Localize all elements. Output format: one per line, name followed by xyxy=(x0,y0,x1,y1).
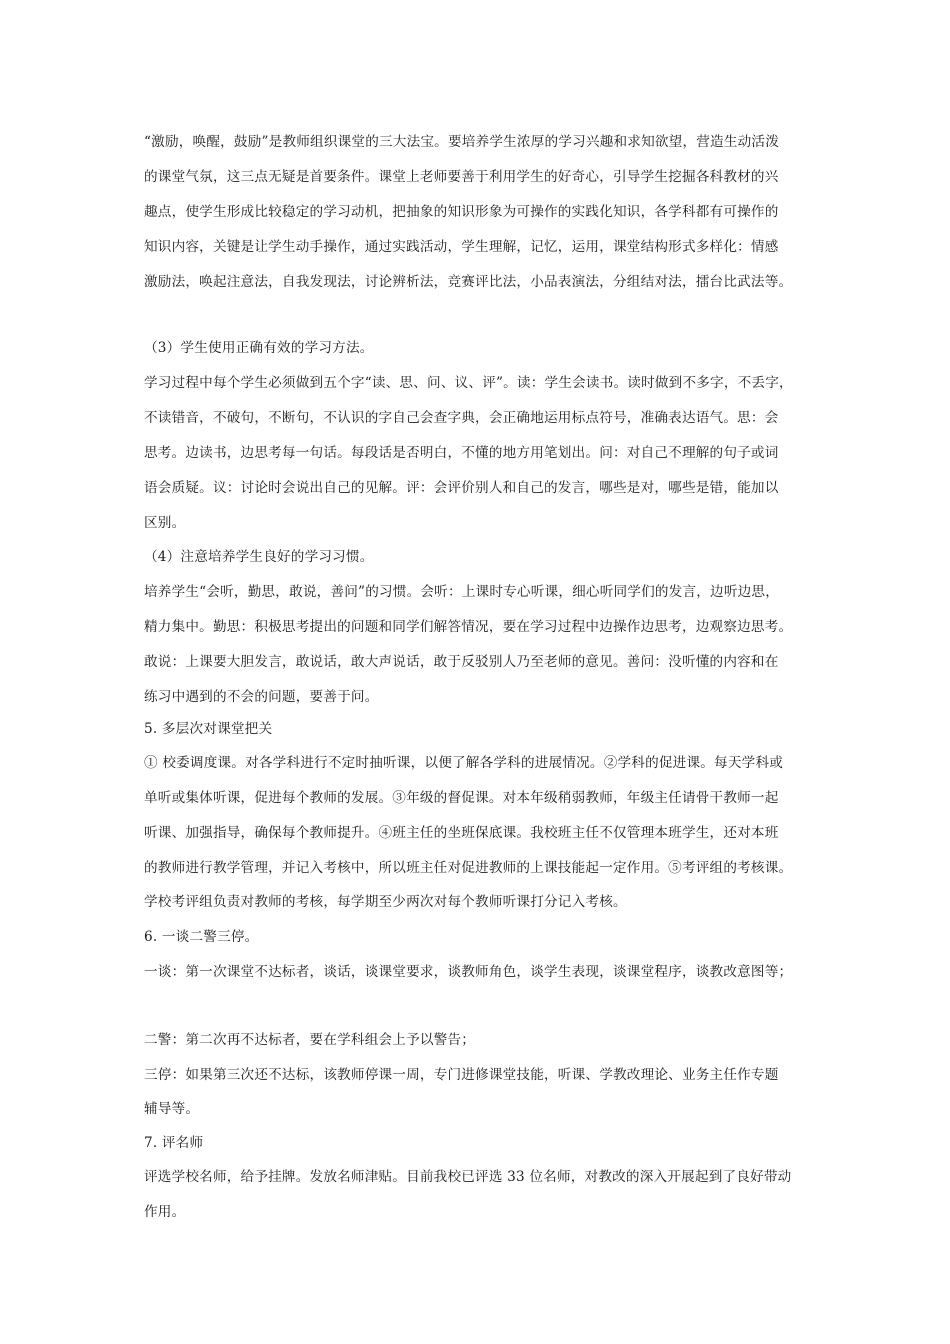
paragraph-line: 辅导等。 xyxy=(144,1101,200,1117)
paragraph-line: 评选学校名师，给予挂牌。发放名师津贴。目前我校已评选 33 位名师，对教改的深入开展起到了良好带动 xyxy=(144,1169,792,1185)
section-heading: （3）学生使用正确有效的学习方法。 xyxy=(144,340,374,356)
paragraph-line: ① 校委调度课。对各学科进行不定时抽听课，以便了解各学科的进展情况。②学科的促进课。每天学科或 xyxy=(144,755,784,771)
paragraph-line: 作用。 xyxy=(144,1204,186,1220)
paragraph-line: 趣点，使学生形成比较稳定的学习动机，把抽象的知识形象为可操作的实践化知识，各学科都有可操作的 xyxy=(144,204,779,220)
section-heading: （4）注意培养学生良好的学习习惯。 xyxy=(144,549,374,565)
paragraph-line: 精力集中。勤思：积极思考提出的问题和同学们解答情况，要在学习过程中边操作边思考，边观察边思考。 xyxy=(144,619,793,635)
paragraph-line: 学习过程中每个学生必须做到五个字“读、思、问、议、评”。读：学生会读书。读时做到不多字，不丢字， xyxy=(144,375,793,391)
paragraph-line: 敢说：上课要大胆发言，敢说话，敢大声说话，敢于反驳别人乃至老师的意见。善问：没听懂的内容和在 xyxy=(144,654,779,670)
paragraph-line: 激励法，唤起注意法，自我发现法，讨论辨析法，竞赛评比法，小品表演法，分组结对法，擂台比武法等。 xyxy=(144,274,793,290)
paragraph-line: 单听或集体听课，促进每个教师的发展。③年级的督促课。对本年级稍弱教师，年级主任请骨干教师一起 xyxy=(144,790,779,806)
paragraph-line: 听课、加强指导，确保每个教师提升。④班主任的坐班保底课。我校班主任不仅管理本班学生，还对本班 xyxy=(144,825,779,841)
paragraph-line: 思考。边读书，边思考每一句话。每段话是否明白，不懂的地方用笔划出。问：对自己不理解的句子或词 xyxy=(144,445,779,461)
paragraph-line: “激励，唤醒，鼓励”是教师组织课堂的三大法宝。要培养学生浓厚的学习兴趣和求知欲望，营造生动活泼 xyxy=(144,134,780,150)
section-heading: 6. 一谈二警三停。 xyxy=(144,929,259,945)
section-heading: 7. 评名师 xyxy=(144,1135,204,1151)
paragraph-line: 区别。 xyxy=(144,515,186,531)
paragraph-line: 知识内容，关键是让学生动手操作，通过实践活动，学生理解，记忆，运用，课堂结构形式多样化：情感 xyxy=(144,239,779,255)
paragraph-line: 二警：第二次再不达标者，要在学科组会上予以警告； xyxy=(144,1032,476,1048)
paragraph-line: 三停：如果第三次还不达标，该教师停课一周，专门进修课堂技能，听课、学教改理论、业务主任作专题 xyxy=(144,1067,779,1083)
paragraph-line: 不读错音，不破句，不断句，不认识的字自己会查字典，会正确地运用标点符号，准确表达语气。思：会 xyxy=(144,410,779,426)
paragraph-line: 的课堂气氛，这三点无疑是首要条件。课堂上老师要善于利用学生的好奇心，引导学生挖掘各科教材的兴 xyxy=(144,169,779,185)
section-heading: 5. 多层次对课堂把关 xyxy=(144,721,273,737)
paragraph-line: 的教师进行教学管理，并记入考核中，所以班主任对促进教师的上课技能起一定作用。⑤考评组的考核课。 xyxy=(144,860,793,876)
paragraph-line: 语会质疑。议：讨论时会说出自己的见解。评：会评价别人和自己的发言，哪些是对，哪些是错，能加以 xyxy=(144,480,779,496)
paragraph-line: 一谈：第一次课堂不达标者，谈话，谈课堂要求，谈教师角色，谈学生表现，谈课堂程序，谈教改意图等； xyxy=(144,964,793,980)
paragraph-line: 学校考评组负责对教师的考核，每学期至少两次对每个教师听课打分记入考核。 xyxy=(144,894,627,910)
paragraph-line: 练习中遇到的不会的问题，要善于问。 xyxy=(144,689,379,705)
paragraph-line: 培养学生“会听，勤思，敢说，善问”的习惯。会听：上课时专心听课，细心听同学们的发言，边听边思， xyxy=(144,584,780,600)
